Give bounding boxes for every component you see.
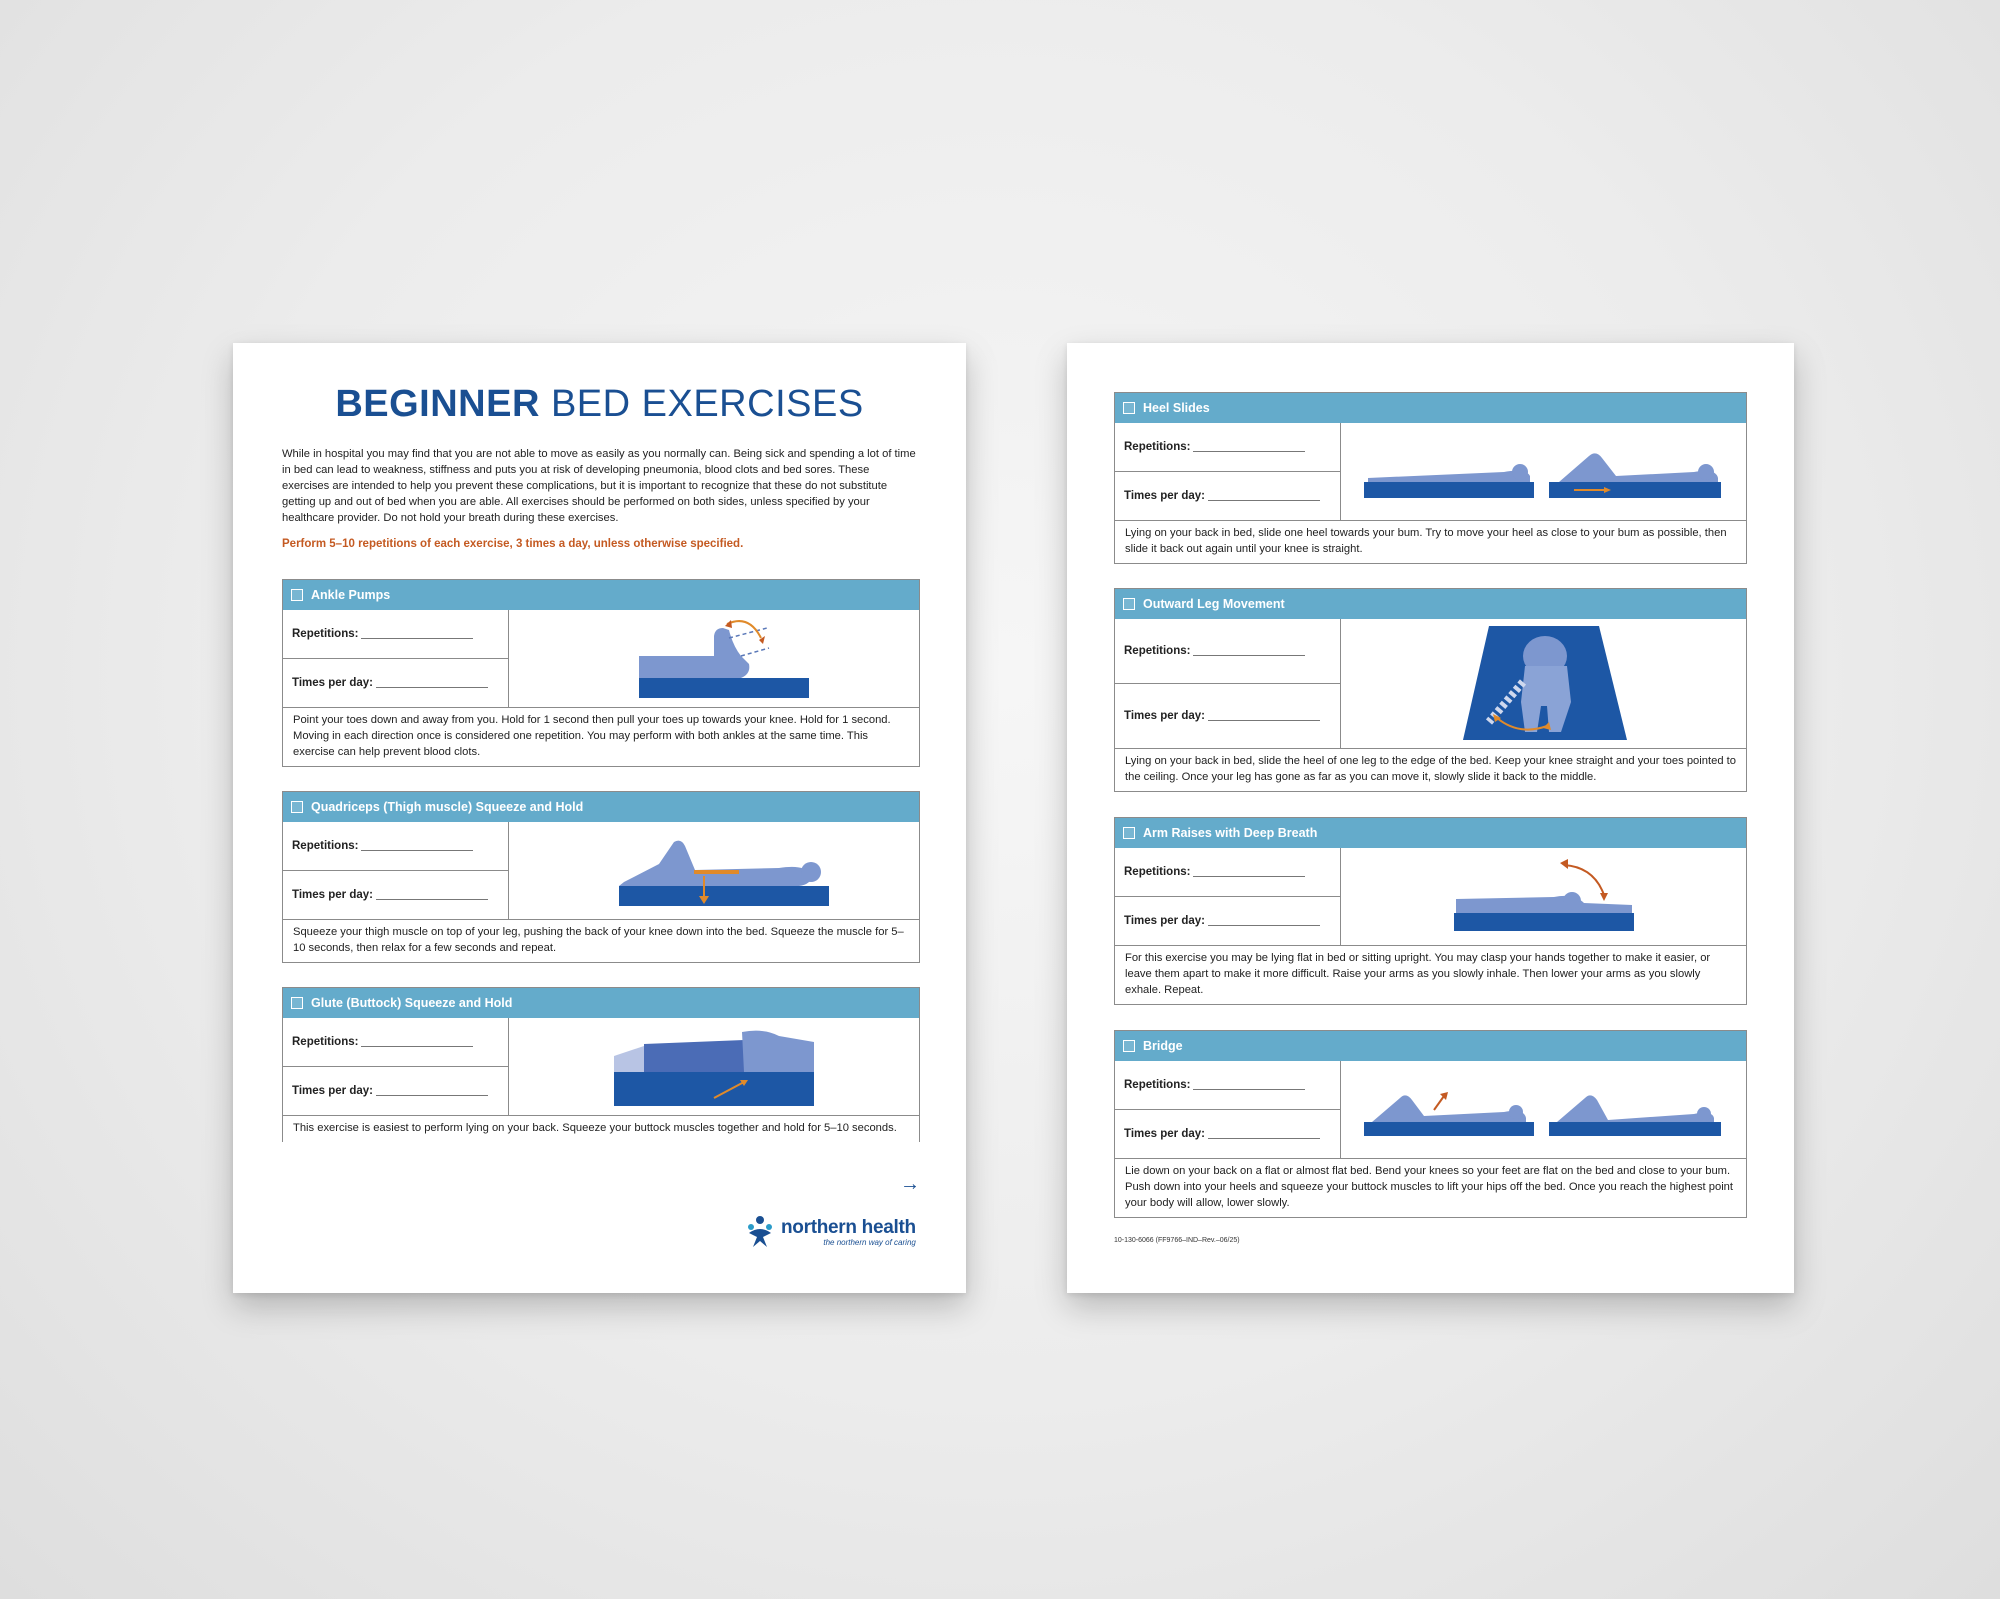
times-per-day-label: Times per day: [292, 889, 373, 901]
checkbox[interactable] [1123, 827, 1135, 839]
exercise-card-outward-leg [1114, 588, 1747, 792]
repetitions-field[interactable] [1115, 848, 1340, 896]
exercise-title: Bridge [1143, 1039, 1183, 1053]
checkbox[interactable] [291, 589, 303, 601]
exercise-description: Point your toes down and away from you. Hold for 1 second then pull your toes up towards your knee. Hold for 1 second. Moving in each direction once is considered one repetition. You may perform with both ankles at the same time. This exercise can help prevent blood clots. [293, 714, 891, 758]
times-per-day-field[interactable] [1115, 1109, 1340, 1158]
repetitions-field[interactable] [283, 1018, 508, 1066]
repetitions-label: Repetitions: [1124, 866, 1191, 878]
title-bold: BEGINNER [335, 383, 540, 425]
repetitions-label: Repetitions: [1124, 645, 1191, 657]
exercise-title: Glute (Buttock) Squeeze and Hold [311, 996, 513, 1010]
times-per-day-label: Times per day: [1124, 490, 1205, 502]
times-per-day-field[interactable] [283, 658, 508, 707]
intro-paragraph: While in hospital you may find that you are not able to move as easily as you normally can. Being sick and spending a lot of time in bed can lead to weakness, stiffness and puts you at risk of developing pneumonia, blood clots and bed sores. These exercises are intended to help you prevent these complications, but it is important to recognize that these do not substitute getting up and out of bed when you are able. All exercises should be performed on both sides, unless specified by your healthcare provider. Do not hold your breath during these exercises. [282, 448, 916, 524]
arm-raises-illustration [1341, 848, 1746, 945]
exercise-description: This exercise is easiest to perform lying on your back. Squeeze your buttock muscles together and hold for 5–10 seconds. [293, 1122, 897, 1134]
quadriceps-illustration [509, 822, 919, 919]
handout-page-1 [233, 343, 966, 1293]
exercise-description: Squeeze your thigh muscle on top of your leg, pushing the back of your knee down into the bed. Squeeze the muscle for 5–10 seconds, then relax for a few seconds and repeat. [293, 926, 904, 954]
repetitions-label: Repetitions: [1124, 441, 1191, 453]
times-per-day-label: Times per day: [1124, 915, 1205, 927]
times-per-day-label: Times per day: [292, 677, 373, 689]
repetitions-label: Repetitions: [1124, 1079, 1191, 1091]
times-per-day-field[interactable] [283, 1066, 508, 1115]
logo-name: northern health [781, 1216, 916, 1238]
repetitions-label: Repetitions: [292, 628, 359, 640]
repetitions-field[interactable] [1115, 619, 1340, 683]
glute-illustration [509, 1018, 919, 1115]
repetitions-label: Repetitions: [292, 840, 359, 852]
title-rest: BED EXERCISES [550, 383, 864, 425]
exercise-title: Arm Raises with Deep Breath [1143, 826, 1318, 840]
times-per-day-label: Times per day: [1124, 710, 1205, 722]
times-per-day-field[interactable] [1115, 683, 1340, 748]
exercise-card-bridge [1114, 1030, 1747, 1218]
ankle-pumps-illustration [509, 610, 919, 707]
handout-page-2 [1067, 343, 1794, 1293]
bridge-illustration [1341, 1061, 1746, 1158]
exercise-card-ankle-pumps [282, 579, 920, 767]
checkbox[interactable] [291, 997, 303, 1009]
checkbox[interactable] [1123, 598, 1135, 610]
heel-slides-illustration [1341, 423, 1746, 520]
repetitions-field[interactable] [283, 822, 508, 870]
exercise-title: Outward Leg Movement [1143, 597, 1285, 611]
outward-leg-illustration [1341, 619, 1746, 748]
exercise-card-arm-raises [1114, 817, 1747, 1005]
exercise-description: Lie down on your back on a flat or almost flat bed. Bend your knees so your feet are flat on the bed and close to your bum. Push down into your heels and squeeze your buttock muscles to lift your hips off the bed. Once you reach the highest point your body will allow, lower slowly. [1125, 1165, 1734, 1209]
exercise-title: Ankle Pumps [311, 588, 391, 602]
times-per-day-field[interactable] [283, 870, 508, 919]
logo-tagline: the northern way of caring [823, 1237, 916, 1247]
exercise-title: Heel Slides [1143, 401, 1210, 415]
repetitions-label: Repetitions: [292, 1036, 359, 1048]
exercise-card-quadriceps [282, 791, 920, 963]
times-per-day-field[interactable] [1115, 896, 1340, 945]
arrow-right-icon[interactable]: → [900, 1173, 920, 1195]
emphasis-note: Perform 5–10 repetitions of each exercise, 3 times a day, unless otherwise specified. [282, 538, 744, 550]
repetitions-field[interactable] [283, 610, 508, 658]
exercise-description: Lying on your back in bed, slide the heel of one leg to the edge of the bed. Keep your knee straight and your toes pointed to the ceiling. Once your leg has gone as far as you can move it, slowly slide it back to the middle. [1125, 755, 1736, 783]
exercise-card-heel-slides [1114, 392, 1747, 564]
exercise-description: For this exercise you may be lying flat in bed or sitting upright. You may clasp your hands together to make it easier, or leave them apart to make it more difficult. Raise your arms as you slowly inhale. Then lower your arms as you slowly exhale. Repeat. [1125, 952, 1711, 996]
exercise-card-glute [282, 987, 920, 1142]
checkbox[interactable] [291, 801, 303, 813]
checkbox[interactable] [1123, 402, 1135, 414]
checkbox[interactable] [1123, 1040, 1135, 1052]
form-code: 10-130-6066 (FF9766–IND–Rev.–06/25) [1114, 1237, 1240, 1244]
repetitions-field[interactable] [1115, 1061, 1340, 1109]
times-per-day-field[interactable] [1115, 471, 1340, 520]
times-per-day-label: Times per day: [1124, 1128, 1205, 1140]
repetitions-field[interactable] [1115, 423, 1340, 471]
page-title [233, 383, 966, 426]
northern-health-logo [745, 1215, 916, 1249]
times-per-day-label: Times per day: [292, 1085, 373, 1097]
exercise-title: Quadriceps (Thigh muscle) Squeeze and Hold [311, 800, 584, 814]
logo-figure-icon [745, 1215, 775, 1249]
exercise-description: Lying on your back in bed, slide one heel towards your bum. Try to move your heel as close to your bum as possible, then slide it back out again until your knee is straight. [1125, 527, 1727, 555]
